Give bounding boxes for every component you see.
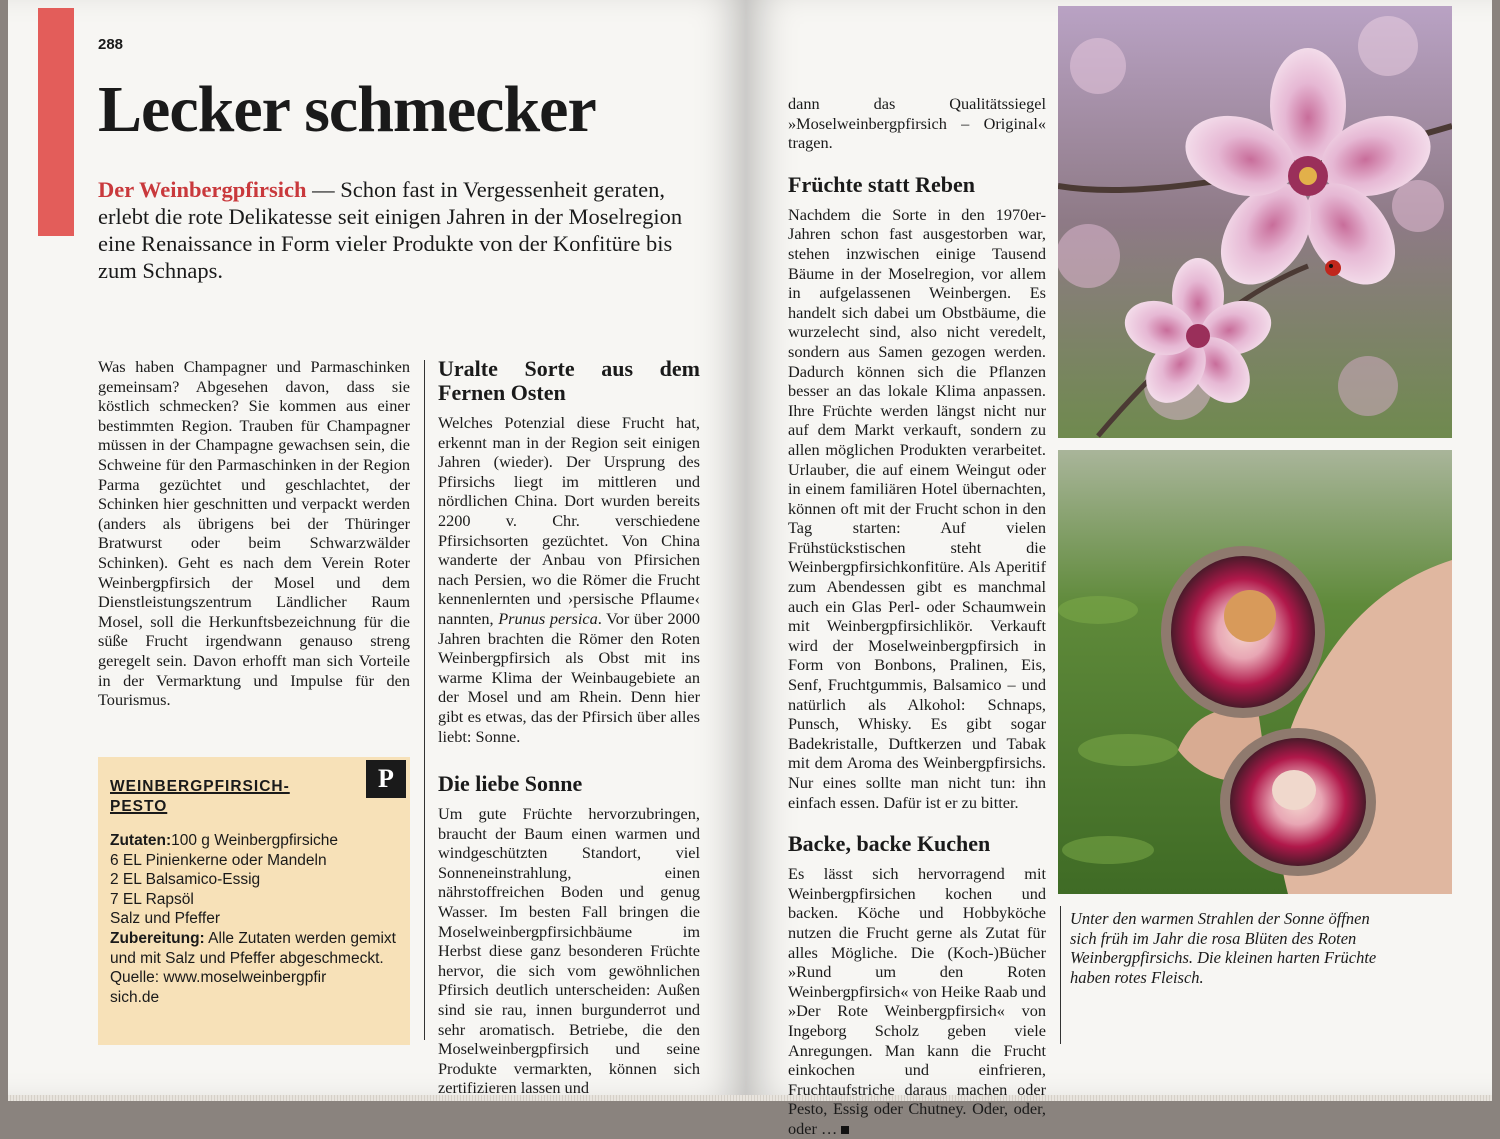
latin-name: Prunus persica xyxy=(498,608,598,628)
column-a xyxy=(98,357,410,710)
recipe-title xyxy=(110,777,290,817)
caption-rule xyxy=(1060,906,1061,1044)
recipe-title-line1: WEINBERGPFIRSICH- xyxy=(110,778,290,795)
recipe-ingredient: 2 EL Balsamico-Essig xyxy=(110,871,261,889)
column-c-text-2-body: Es lässt sich hervorragend mit Weinbergpfirsichen kochen und backen. Köche und Hobbyköche nutzen die Frucht gerne als Zutat für alles Mögliche. Die (Koch-)Bücher »Rund um den Roten Weinbergpfirsich« von Heike Raab und »Der Rote Weinbergpfirsich« von Ingeborg Scholz geben viele Anregungen. Man kann die Frucht einkochen und einfrieren, Fruchtaufstriche daraus machen oder Pesto, Essig oder Chutney. Oder, oder, oder … xyxy=(788,864,1046,1138)
column-c-text-0: dann das Qualitätssiegel »Moselweinbergpfirsich – Original« tragen. xyxy=(788,94,1046,153)
column-c xyxy=(788,94,1046,1139)
heading-backe-kuchen: Backe, backe Kuchen xyxy=(788,831,991,857)
column-b xyxy=(438,357,700,1098)
intro-paragraph xyxy=(98,176,698,284)
recipe-ingredients-line xyxy=(110,831,400,851)
column-divider xyxy=(424,360,425,1040)
recipe-ingredients-label: Zutaten: xyxy=(110,832,172,849)
recipe-ingredient: 7 EL Rapsöl xyxy=(110,890,194,908)
recipe-box xyxy=(98,757,410,1045)
recipe-badge: P xyxy=(366,760,406,798)
recipe-ingredient: 6 EL Pinienkerne oder Mandeln xyxy=(110,851,327,869)
heading-liebe-sonne: Die liebe Sonne xyxy=(438,771,583,797)
recipe-ingredient: 100 g Weinbergpfirsiche xyxy=(171,832,339,849)
column-b-text-1 xyxy=(438,413,700,746)
column-c-text-2 xyxy=(788,864,1046,1138)
page-edges xyxy=(8,1095,1492,1101)
photo-caption: Unter den warmen Strahlen der Sonne öffnen sich früh im Jahr die rosa Blüten des Roten Weinbergpfirsichs. Die kleinen harten Früchte haben rotes Fleisch. xyxy=(1070,909,1377,987)
page-number: 288 xyxy=(98,36,124,53)
recipe-source-line1: Quelle: www.moselweinbergpfir xyxy=(110,969,327,987)
column-c-text-1: Nachdem die Sorte in den 1970er-Jahren schon fast ausgestorben war, stehen inzwischen einige Tausend Bäume in der Moselregion, vor allem in aufgelassenen Weinbergen. Es handelt sich dabei um Obstbäume, die wurzelecht sind, also nicht veredelt, sondern aus Samen gezogen werden. Dadurch können sich die Pflanzen besser an das lokale Klima anpassen. Ihre Früchte werden längst nicht nur auf dem Markt verkauft, sondern zu allen möglichen Produkten verarbeitet. Urlauber, die auf einem Weingut oder in einem familiären Hotel übernachten, können oft mit der Frucht schon in den Tag starten: Auf vielen Frühstückstischen steht die Weinbergpfirsichkonfitüre. Als Aperitif zum Abendessen gibt es manchmal auch ein Glas Perl- oder Schaumwein mit Weinbergpfirsichlikör. Verkauft wird der Moselweinbergpfirsich in Form von Bonbons, Pralinen, Eis, Senf, Fruchtgummis, Balsamico – und natürlich als Alkohol: Schnaps, Punsch, Whisky. Es gibt sogar Badekristalle, Duftkerzen und Tabak mit dem Aroma des Weinbergpfirsichs. Nur eines sollte man nicht tun: ihn einfach essen. Dafür ist er zu bitter. xyxy=(788,204,1046,812)
heading-fruechte-statt-reben: Früchte statt Reben xyxy=(788,171,975,197)
blossom-photo xyxy=(1058,6,1452,438)
intro-lead: Der Weinbergpfirsich xyxy=(98,177,307,202)
recipe-source-line2: sich.de xyxy=(110,988,160,1006)
recipe-prep-label: Zubereitung: xyxy=(110,929,205,947)
recipe-ingredient: Salz und Pfeffer xyxy=(110,910,221,928)
column-b-text-1a: Welches Potenzial diese Frucht hat, erkennt man in der Region seit einigen Jahren (wieder). Der Ursprung des Pfirsichs liegt im mittleren und nördlichen China. Dort wurden bereits 2200 v. Chr. verschiedene Pfirsichsorten gezüchtet. Von China wanderte der Anbau von Pfirsichen nach Persien, wo die Römer die Frucht kennenlernten und ›persische Pflaume‹ nannten, xyxy=(438,413,700,628)
column-b-text-2: Um gute Früchte hervorzubringen, braucht der Baum einen warmen und windgeschützten Standort, viel Sonneneinstrahlung, einen nährstoffreichen Boden und genug Wasser. Im besten Fall bringen die Moselweinbergpfirsichbäume im Herbst diese ganz besonderen Früchte hervor, die sich vom gewöhnlichen Pfirsich deutlich unterscheiden: Außen sind sie rau, innen burgunderrot und sehr aromatisch. Betriebe, die den Moselweinbergpfirsich und seine Produkte vermarkten, können sich zertifizieren lassen und xyxy=(438,804,700,1098)
column-a-text: Was haben Champagner und Parmaschinken gemeinsam? Abgesehen davon, dass sie köstlich schmecken? Sie kommen aus einer bestimmten Region. Trauben für Champagner müssen in der Champagne gewachsen sein, die Schweine für den Parmaschinken in der Region Parma gezüchtet und geschlachtet, der Schinken hier geschnitten und verpackt werden (anders als übrigens bei der Thüringer Bratwurst oder beim Schwarzwälder Schinken). Geht es nach dem Verein Roter Weinbergpfirsich der Mosel und dem Dienstleistungszentrum Ländlicher Raum Mosel, soll die Herkunftsbezeichnung für die süße Frucht irgendwann genauso streng geregelt sein. Davon erhofft man sich Vorteile in der Vermarktung und Impulse für den Tourismus. xyxy=(98,357,410,710)
page-title: Lecker schmecker xyxy=(98,73,596,146)
recipe-prep-text: Alle Zutaten werden gemixt und mit Salz und Pfeffer abgeschmeckt. xyxy=(110,929,396,967)
heading-uralte-sorte: Uralte Sorte aus dem Fernen Osten xyxy=(438,356,700,405)
recipe-body xyxy=(110,831,400,1007)
peach-fruit-photo xyxy=(1058,450,1452,894)
intro-text: — Schon fast in Vergessenheit geraten, erlebt die rote Delikatesse seit einigen Jahren in der Moselregion eine Renaissance in Form vieler Produkte von der Konfitüre bis zum Schnaps. xyxy=(98,177,683,283)
column-b-text-1b: . Vor über 2000 Jahren brachten die Römer den Roten Weinbergpfirsich als Obst mit ins warme Klima der Weinbaugebiete an der Mosel und am Rhein. Denn hier gibt es etwas, das der Pfirsich über alles liebt: Sonne. xyxy=(438,608,701,746)
end-mark-icon xyxy=(841,1126,849,1134)
accent-bar xyxy=(38,8,74,236)
recipe-preparation xyxy=(110,929,400,968)
recipe-title-line2: PESTO xyxy=(110,798,168,815)
